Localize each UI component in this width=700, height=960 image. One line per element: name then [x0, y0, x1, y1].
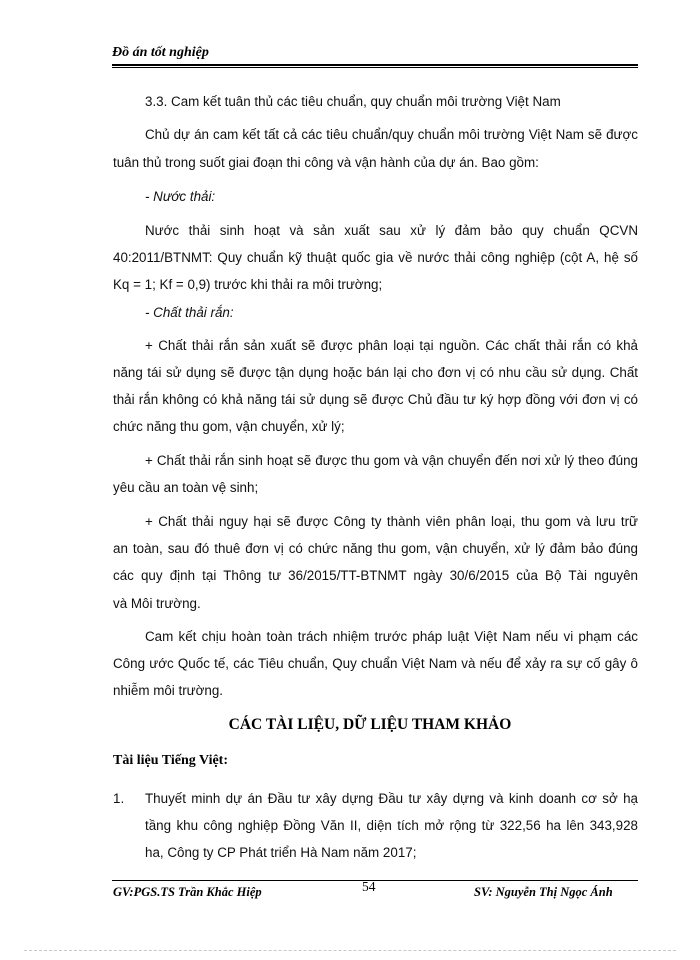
- paragraph-line: Nước thải sinh hoạt và sản xuất sau xử lý đảm bảo quy chuẩn QCVN: [145, 223, 638, 238]
- paragraph-line: nhiễm môi trường.: [113, 683, 224, 698]
- page-bottom-divider: [24, 950, 676, 951]
- paragraph-line: năng tái sử dụng sẽ được tận dụng hoặc bán lại cho đơn vị có nhu cầu sử dụng. Chất: [113, 365, 638, 380]
- section-heading: 3.3. Cam kết tuân thủ các tiêu chuẩn, quy chuẩn môi trường Việt Nam: [145, 94, 561, 109]
- paragraph-line: + Chất thải nguy hại sẽ được Công ty thành viên phân loại, thu gom và lưu trữ: [145, 514, 638, 529]
- header-title: Đồ án tốt nghiệp: [112, 45, 209, 60]
- label-wastewater: - Nước thải:: [145, 189, 216, 204]
- paragraph-line: và Môi trường.: [113, 596, 201, 611]
- paragraph-line: Chủ dự án cam kết tất cả các tiêu chuẩn/quy chuẩn môi trường Việt Nam sẽ được: [145, 127, 638, 142]
- paragraph-line: tuân thủ trong suốt giai đoạn thi công và vận hành của dự án. Bao gồm:: [113, 155, 539, 170]
- paragraph-line: Cam kết chịu hoàn toàn trách nhiệm trước pháp luật Việt Nam nếu vi phạm các: [145, 629, 638, 644]
- paragraph-line: + Chất thải rắn sản xuất sẽ được phân loại tại nguồn. Các chất thải rắn có khả: [145, 338, 638, 353]
- paragraph-line: + Chất thải rắn sinh hoạt sẽ được thu gom và vận chuyển đến nơi xử lý theo đúng: [145, 453, 638, 468]
- reference-line: Thuyết minh dự án Đầu tư xây dựng Đầu tư xây dựng và kinh doanh cơ sở hạ: [145, 791, 638, 806]
- footer-student: SV: Nguyễn Thị Ngọc Ánh: [474, 885, 613, 899]
- paragraph-line: Công ước Quốc tế, các Tiêu chuẩn, Quy chuẩn Việt Nam và nếu để xảy ra sự cố gây ô: [113, 656, 638, 671]
- label-solid-waste: - Chất thải rắn:: [145, 305, 234, 320]
- references-section-title: CÁC TÀI LIỆU, DỮ LIỆU THAM KHẢO: [228, 716, 512, 733]
- body-text: [113, 0, 638, 880]
- reference-line: tầng khu công nghiệp Đồng Văn II, diện tích mở rộng từ 322,56 ha lên 343,928: [145, 818, 638, 833]
- paragraph-line: 40:2011/BTNMT: Quy chuẩn kỹ thuật quốc gia về nước thải công nghiệp (cột A, hệ số: [113, 250, 638, 265]
- paragraph-line: an toàn, sau đó thuê đơn vị có chức năng thu gom, vận chuyển, xử lý đảm bảo đúng: [113, 541, 638, 556]
- reference-line: ha, Công ty CP Phát triển Hà Nam năm 2017;: [145, 845, 417, 860]
- footer-supervisor: GV:PGS.TS Trần Khắc Hiệp: [113, 885, 262, 899]
- references-subsection-title: Tài liệu Tiếng Việt:: [113, 753, 228, 768]
- paragraph-line: các quy định tại Thông tư 36/2015/TT-BTNMT ngày 30/6/2015 của Bộ Tài nguyên: [113, 568, 638, 583]
- reference-number: 1.: [113, 791, 125, 806]
- paragraph-line: Kq = 1; Kf = 0,9) trước khi thải ra môi trường;: [113, 277, 383, 292]
- paragraph-line: yêu cầu an toàn vệ sinh;: [113, 480, 259, 495]
- paragraph-line: thải rắn không có khả năng tái sử dụng sẽ được Chủ đầu tư ký hợp đồng với đơn vị có: [113, 392, 638, 407]
- page-number: 54: [362, 879, 376, 894]
- paragraph-line: chức năng thu gom, vận chuyển, xử lý;: [113, 419, 345, 434]
